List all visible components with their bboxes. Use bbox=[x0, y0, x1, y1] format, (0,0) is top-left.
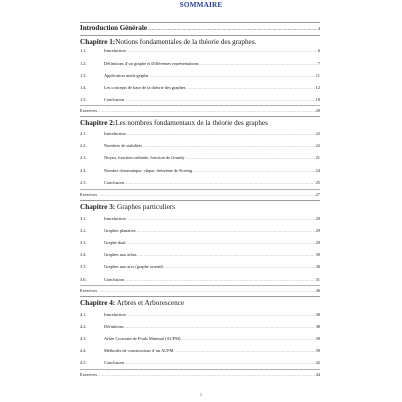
toc-entry-label: Graphes aux arcs (graphe orienté) bbox=[104, 264, 164, 269]
toc-entry[interactable] bbox=[80, 360, 320, 366]
toc-entry-number: 3.2. bbox=[80, 228, 87, 233]
toc-entry-number: 3.6. bbox=[80, 277, 87, 282]
chapter-3-prefix: Chapitre 3: bbox=[80, 203, 116, 211]
chapter-2-prefix: Chapitre 2: bbox=[80, 119, 116, 127]
chapter-4-title: Arbres et Arborescence bbox=[115, 299, 185, 307]
leader-dots bbox=[98, 289, 315, 294]
chapter-1-heading[interactable] bbox=[80, 35, 320, 46]
toc-entry-number: 1.5. bbox=[80, 97, 87, 102]
toc-entry-label: Conclusion bbox=[104, 360, 125, 365]
leader-dots bbox=[143, 144, 315, 149]
toc-entry[interactable] bbox=[80, 85, 320, 91]
leader-dots bbox=[181, 337, 314, 342]
toc-entry-page: 6 bbox=[317, 48, 320, 53]
toc-entry-number: 4.1. bbox=[80, 312, 87, 317]
toc-entry[interactable] bbox=[80, 216, 320, 222]
toc-exercises-row[interactable] bbox=[80, 288, 320, 294]
toc-exercises-label: Exercices bbox=[80, 288, 98, 293]
toc-entry[interactable] bbox=[80, 155, 320, 161]
toc-entry-number: 2.3. bbox=[80, 155, 87, 160]
toc-entry-number: 3.1. bbox=[80, 216, 87, 221]
toc-entry-label: Conclusion bbox=[104, 97, 125, 102]
toc-entry-page: 12 bbox=[315, 85, 320, 90]
leader-dots bbox=[165, 265, 315, 270]
toc-entry-label: Arbre Couvrant de Poids Minimal (ACPM) bbox=[104, 336, 181, 341]
leader-dots bbox=[125, 361, 315, 366]
toc-entry[interactable] bbox=[80, 97, 320, 103]
toc-entry[interactable] bbox=[80, 312, 320, 318]
toc-entry-page: 24 bbox=[315, 168, 320, 173]
toc-entry[interactable] bbox=[80, 228, 320, 234]
toc-entry-page: 39 bbox=[315, 336, 320, 341]
toc-entry-number: 1.4. bbox=[80, 85, 87, 90]
toc-entry-number: 3.4. bbox=[80, 252, 87, 257]
toc-entry[interactable] bbox=[80, 143, 320, 149]
toc-entry-number: 1.3. bbox=[80, 73, 87, 78]
chapter-4-heading[interactable] bbox=[80, 296, 320, 307]
toc-entry[interactable] bbox=[80, 131, 320, 137]
toc-entry-page: 22 bbox=[315, 131, 320, 136]
toc-entry-page: 29 bbox=[315, 240, 320, 245]
toc-entry-page: 42 bbox=[315, 360, 320, 365]
toc-exercises-label: Exercices bbox=[80, 372, 98, 377]
leader-dots bbox=[137, 229, 315, 234]
toc-entry-label: Graphe dual bbox=[104, 240, 126, 245]
toc-entry-number: 3.5. bbox=[80, 264, 87, 269]
toc-exercises-row[interactable] bbox=[80, 372, 320, 378]
exercises-separator bbox=[80, 369, 320, 370]
toc-entry-number: 4.2. bbox=[80, 324, 87, 329]
leader-dots bbox=[98, 109, 315, 114]
leader-dots bbox=[186, 86, 314, 91]
toc-entry-number: 1.1. bbox=[80, 48, 87, 53]
toc-entry-page: 11 bbox=[315, 73, 320, 78]
leader-dots bbox=[98, 193, 315, 198]
intro-separator bbox=[80, 22, 320, 23]
toc-entry[interactable] bbox=[80, 324, 320, 330]
toc-exercises-label: Exercices bbox=[80, 108, 98, 113]
leader-dots bbox=[127, 217, 315, 222]
toc-entry[interactable] bbox=[80, 264, 320, 270]
toc-entry-label: Conclusion bbox=[104, 180, 125, 185]
toc-entry[interactable] bbox=[80, 61, 320, 67]
toc-entry-page: 29 bbox=[315, 216, 320, 221]
leader-dots bbox=[175, 349, 315, 354]
toc-entry-page: 30 bbox=[315, 252, 320, 257]
page-number: 1 bbox=[199, 392, 203, 397]
toc-entry-page: 21 bbox=[315, 155, 320, 160]
exercises-separator bbox=[80, 189, 320, 190]
chapter-2-title: Les nombres fondamentaux de la théorie des graphes bbox=[115, 119, 268, 127]
toc-entry-number: 4.5. bbox=[80, 360, 87, 365]
leader-dots bbox=[186, 156, 315, 161]
toc-entry-label: Graphes planaires bbox=[104, 228, 136, 233]
leader-dots bbox=[125, 98, 315, 103]
toc-entry[interactable] bbox=[80, 336, 320, 342]
toc-entry-page: 31 bbox=[315, 277, 320, 282]
page-title: SOMMAIRE bbox=[179, 1, 223, 9]
chapter-4-prefix: Chapitre 4: bbox=[80, 299, 116, 307]
toc-entry-page: 25 bbox=[315, 180, 320, 185]
toc-entry[interactable] bbox=[80, 348, 320, 354]
chapter-1-prefix: Chapitre 1: bbox=[80, 38, 116, 46]
leader-dots bbox=[125, 325, 315, 330]
toc-entry-number: 1.2. bbox=[80, 61, 87, 66]
leader-dots bbox=[148, 25, 317, 32]
exercises-separator bbox=[80, 105, 320, 106]
toc-entry-page: 30 bbox=[315, 264, 320, 269]
toc-entry[interactable] bbox=[80, 252, 320, 258]
leader-dots bbox=[98, 373, 315, 378]
toc-entry-page: 22 bbox=[315, 143, 320, 148]
toc-entry-page: 38 bbox=[315, 324, 320, 329]
toc-entry-page: 38 bbox=[315, 312, 320, 317]
toc-entry-number: 3.3. bbox=[80, 240, 87, 245]
toc-entry-label: Nombre chromatique, clique, théorème de Koenig bbox=[104, 168, 193, 173]
toc-exercises-row[interactable] bbox=[80, 108, 320, 114]
toc-entry[interactable] bbox=[80, 73, 320, 79]
toc-entry-page: 18 bbox=[315, 97, 320, 102]
toc-entry-label: Méthodes de constructions d’un ACPM bbox=[104, 348, 174, 353]
exercises-separator bbox=[80, 285, 320, 286]
toc-exercises-page: 44 bbox=[315, 372, 320, 377]
toc-entry-label: Définitions bbox=[104, 324, 124, 329]
toc-entry[interactable] bbox=[80, 168, 320, 174]
leader-dots bbox=[137, 253, 314, 258]
toc-entry-label: Conclusion bbox=[104, 277, 125, 282]
toc-intro-page: 4 bbox=[317, 26, 320, 31]
leader-dots bbox=[200, 62, 317, 67]
chapter-3-heading[interactable] bbox=[80, 200, 320, 211]
toc-entry-label: Les concepts de base de la théorie des graphes bbox=[104, 85, 186, 90]
toc-entry[interactable] bbox=[80, 180, 320, 186]
toc-entry-number: 4.4. bbox=[80, 348, 87, 353]
leader-dots bbox=[150, 74, 315, 79]
leader-dots bbox=[125, 181, 315, 186]
toc-entry-number: 4.3. bbox=[80, 336, 87, 341]
leader-dots bbox=[193, 169, 314, 174]
toc-exercises-page: 27 bbox=[315, 192, 320, 197]
toc-entry-label: Introduction bbox=[104, 312, 126, 317]
toc-entry-label: Introduction bbox=[104, 48, 126, 53]
leader-dots bbox=[127, 132, 315, 137]
toc-entry[interactable] bbox=[80, 277, 320, 283]
leader-dots bbox=[127, 241, 315, 246]
toc-exercises-page: 20 bbox=[315, 108, 320, 113]
leader-dots bbox=[125, 278, 315, 283]
toc-entry-page: 29 bbox=[315, 228, 320, 233]
toc-entry-page: 39 bbox=[315, 348, 320, 353]
toc-entry-number: 2.2. bbox=[80, 143, 87, 148]
toc-exercises-page: 36 bbox=[315, 288, 320, 293]
toc-entry-number: 2.4. bbox=[80, 168, 87, 173]
toc-entry-label: Application multi-graphe bbox=[104, 73, 149, 78]
toc-exercises-row[interactable] bbox=[80, 192, 320, 198]
toc-entry[interactable] bbox=[80, 48, 320, 54]
toc-exercises-label: Exercices bbox=[80, 192, 98, 197]
toc-entry[interactable] bbox=[80, 240, 320, 246]
toc-entry-label: Noyau, fonction ordinale, fonction de Grundy bbox=[104, 155, 185, 160]
toc-entry-label: Introduction bbox=[104, 216, 126, 221]
chapter-2-heading[interactable] bbox=[80, 116, 320, 127]
toc-entry-label: Introduction bbox=[104, 131, 126, 136]
toc-entry-label: Définitions d’un graphe et Différentes représentations bbox=[104, 61, 199, 66]
toc-entry-number: 2.1. bbox=[80, 131, 87, 136]
toc-entry-label: Graphes aux arbas bbox=[104, 252, 137, 257]
toc-entry-label: Nombres de stabilités bbox=[104, 143, 143, 148]
chapter-3-title: Graphes particuliers bbox=[115, 203, 176, 211]
toc-entry-number: 2.5. bbox=[80, 180, 87, 185]
chapter-1-title: Notions fondamentales de la théorie des graphes. bbox=[115, 38, 257, 46]
leader-dots bbox=[127, 49, 317, 54]
toc-entry-page: 7 bbox=[317, 61, 320, 66]
toc-intro-label: Introduction Générale bbox=[80, 24, 147, 32]
leader-dots bbox=[127, 313, 315, 318]
toc-intro-row[interactable] bbox=[80, 24, 320, 32]
